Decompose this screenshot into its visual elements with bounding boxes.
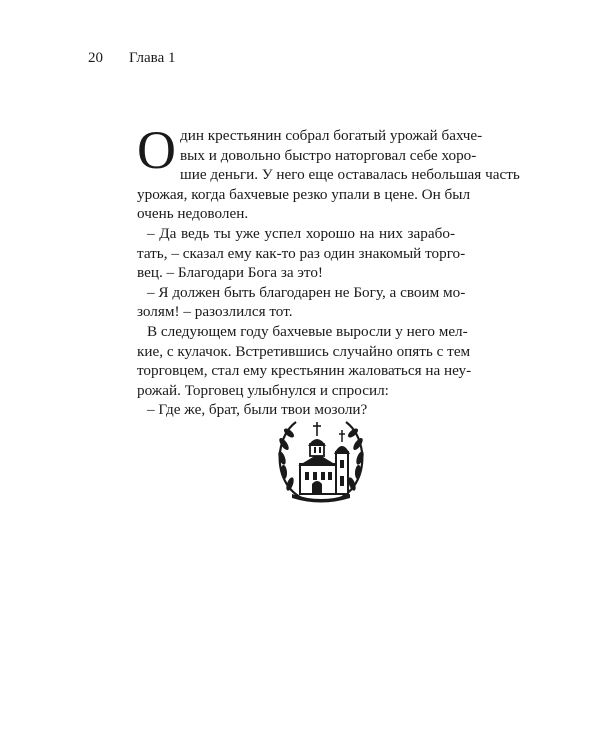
text-line: дин крестьянин собрал богатый урожай бахче- bbox=[180, 127, 483, 144]
page-number: 20 bbox=[88, 50, 103, 66]
text-line: рожай. Торговец улыбнулся и спросил: bbox=[137, 381, 389, 399]
text-line: торговцем, стал ему крестьянин жаловаться на неу- bbox=[137, 362, 472, 380]
chapter-title: Глава 1 bbox=[129, 50, 176, 66]
story-text bbox=[137, 120, 520, 420]
text-line: – Где же, брат, были твои мозоли? bbox=[147, 401, 368, 419]
text-line: В следующем году бахчевые выросли у него мел- bbox=[147, 322, 468, 340]
text-line: кие, с кулачок. Встретившись случайно опять с тем bbox=[137, 342, 471, 360]
text-line: вых и довольно быстро наторговал себе хоро- bbox=[180, 146, 477, 164]
running-header bbox=[88, 50, 175, 67]
text-line: очень недоволен. bbox=[137, 205, 249, 223]
text-line: – Да ведь ты уже успел хорошо на них зарабо- bbox=[147, 224, 455, 242]
drop-cap: О bbox=[137, 120, 176, 180]
text-line: золям! – разозлился тот. bbox=[137, 303, 293, 321]
text-line: вец. – Благодари Бога за это! bbox=[137, 264, 323, 282]
text-line: – Я должен быть благодарен не Богу, а своим мо- bbox=[147, 283, 466, 301]
text-line: шие деньги. У него еще оставалась небольшая часть bbox=[180, 166, 520, 184]
church-wreath-icon bbox=[276, 414, 366, 506]
text-line: урожая, когда бахчевые резко упали в цене. Он был bbox=[137, 185, 471, 203]
text-line: тать, – сказал ему как-то раз один знакомый торго- bbox=[137, 244, 466, 262]
